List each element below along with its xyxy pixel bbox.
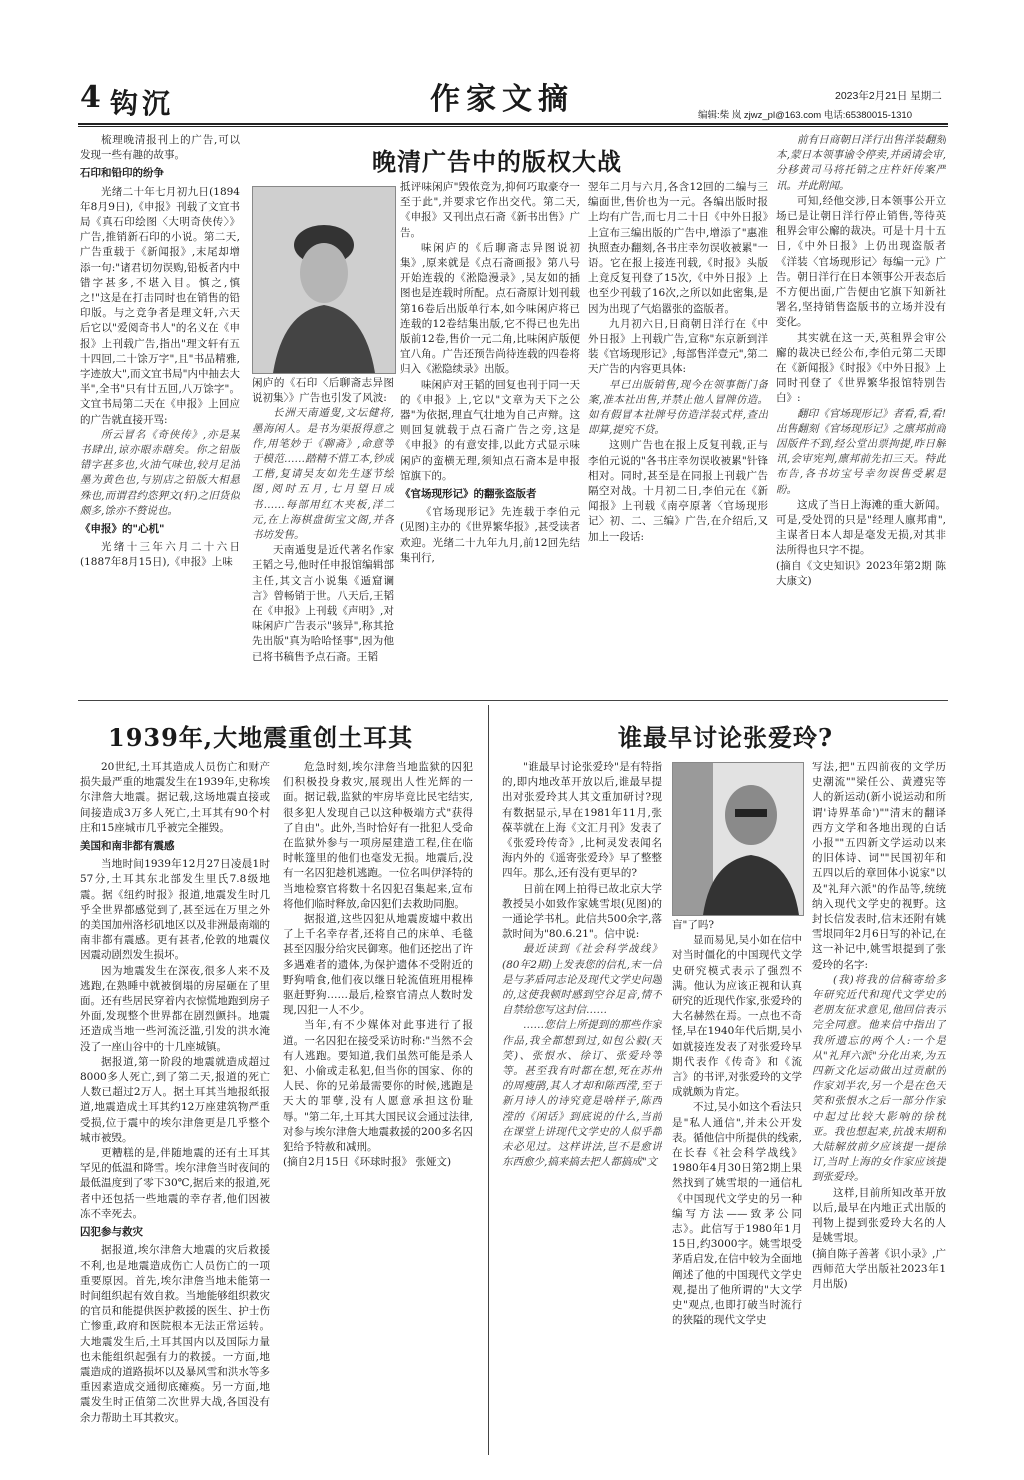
column-divider (488, 705, 489, 1455)
article1-paragraph: 味闲庐对王韬的回复也刊于同一天的《申报》上,它以"文章为天下之公器"为依据,理直气壮地为自己声辩。这则回复就载于点石斋广告之旁,这是《申报》的有意安排,以此方式显示味闲庐的蛮横无理,须知点石斋本是申报馆旗下的。 (400, 378, 580, 482)
article1-col1 (80, 133, 240, 693)
article1-paragraph: 九月初六日,日商朝日洋行在《中外日报》上刊载广告,宣称"东京新到洋装《官场现形记》,每部售洋壹元",第二天广告的内容更具体: (588, 317, 768, 376)
page-number: 4 (80, 80, 101, 115)
article1-paragraph: 其实就在这一天,英租界会审公廨的裁决已经公布,李伯元第二天即在《新闻报》《时报》《中外日报》上同时刊登了《世界繁华报馆特别告白》: (776, 331, 946, 405)
article2-paragraph: 更糟糕的是,伴随地震的还有土耳其罕见的低温和降雪。埃尔津詹当时夜间的最低温度到了零下30℃,据后来的报道,死者中还包括一些地震的幸存者,他们因被冻不幸死去。 (80, 1147, 270, 1220)
article1-paragraph: 光绪二十年七月初九日(1894年8月9日),《申报》刊载了文宜书局《真石印绘图〈大明奇侠传〉》广告,推销新石印的小说。第二天,广告重载于《新闻报》,末尾却增添一句:"诸君切勿误购,铅板者内中错字甚多,不堪入目。慎之,慎之!"这是在打击同时也在销售的铅印版。与之竞争者是理文轩,六天后它以"爱阅奇书人"的名义在《申报》上刊载广告,指出"理文轩有五十四回,二十馀万字",且"书品精雅,字迹放大",而文宜书局"内中抽去大半",全书"只有廿五回,八万馀字"。文宜书局第二天在《申报》上回应的广告就直接开骂: (80, 185, 240, 426)
article1-paragraph: 光绪十三年六月二十六日(1887年8月15日),《申报》上味 (80, 541, 240, 569)
article3-paragraph: 这样,目前所知改革开放以后,最早在内地正式出版的刊物上提到张爱玲大名的人是姚雪垠。 (812, 1186, 946, 1245)
article1-col3 (400, 180, 580, 694)
article2-paragraph: 当地时间1939年12月27日凌晨1时57分,土耳其东北部发生里氏7.8级地震。据《纽约时报》报道,地震发生时几乎全世界都感觉到了,甚至远在万里之外的美国加州洛杉矶地区以及非洲最南端的南非都有震感。更有甚者,伦敦的地震仪因震动剧烈发生损坏。 (80, 858, 270, 962)
article1-paragraph: 翌年二月与六月,各含12回的二编与三编面世,售价也为一元。各编出版时报上均有广告,而七月二十日《中外日报》上宣布三编出版的广告中,增添了"惠准执照查办翻刻,各书庄幸勿误收被累"一语。它在报上接连刊载,《时报》头版上竟反复刊登了15次,《中外日报》上也至少刊载了16次,之所以如此密集,是因为出现了气焰嚣张的盗版者。 (588, 181, 768, 315)
article1-paragraph: 抵评味闲庐"毁侬竞为,抑何巧取豪夺一至于此",并要求它作出交代。第二天,《申报》又刊出点石斋《新书出售》广告。 (400, 181, 580, 239)
article1-subhead-3: 《官场现形记》的翻张盗版者 (400, 488, 537, 501)
article2-paragraph: 20世纪,土耳其造成人员伤亡和财产损失最严重的地震发生在1939年,史称埃尔津詹大地震。据记载,这场地震直接或间接造成3万多人死亡,土耳其有90个村庄和15座城市几乎被完全摧毁。 (80, 761, 270, 834)
wang-tao-portrait (252, 186, 396, 374)
article3-paragraph: 盲"了吗? (672, 919, 714, 931)
article2-title: 1939年,大地震重创土耳其 (108, 723, 414, 752)
article3-col1 (502, 760, 662, 1450)
section-divider (78, 700, 948, 701)
article3-quote: (我)将我的信稿寄给多年研究近代和现代文学史的老朋友征求意见,他回信表示完全同意。他来信中指出了我所遗忘的两个人:一个是从"礼拜六派"分化出来,为五四新文化运动做出过贡献的作家刘半农,另一个是在色天笑和张恨水之后一部分作家中起过比较大影响的徐枕亚。我也想起来,抗战末期和大陆解放前夕应该提一提徐订,当时上海的女作家应该提到张爱玲。 (812, 973, 946, 1184)
article3-paragraph: 日前在网上拍得已故北京大学教授吴小如致作家姚雪垠(见图)的一通论学书札。此信共500余字,落款时间为"80.6.21"。信中说: (502, 882, 662, 941)
editor-line: 编辑:柴 岚 zjwz_pl@163.com 电话:65380015-1310 (698, 110, 912, 121)
article1-source: (摘自《文史知识》2023年第2期 陈大康文) (776, 559, 946, 587)
article3-paragraph: 显而易见,吴小如在信中对当时僵化的中国现代文学史研究模式表示了强烈不满。他认为应该正视和认真研究的近现代作家,张爱玲的大名赫然在焉。一点也不奇怪,早在1940年代后期,吴小如就接连发表了对张爱玲早期代表作《传奇》和《流言》的书评,对张爱玲的文学成就颇为肯定。 (672, 934, 802, 1099)
section-title: 钩沉 (110, 87, 175, 120)
article1-paragraph: 味闲庐的《后聊斋志异图说初集》,原来就是《点石斋画报》第八号开始连载的《淞隐漫录》,吴友如的插图也是连载时所配。点石斋原计划刊载第16卷后出版单行本,如今味闲庐将已连载的12卷结集出版,它不得已也先出版前12卷,售价一元二角,比味闲庐版便宜八角。广告还预告尚待连载的四卷将归入《淞隐续录》出版。 (400, 241, 580, 376)
article1-paragraph: 这则广告也在报上反复刊载,正与李伯元说的"各书庄幸勿误收被累"针锋相对。同时,甚至是在同报上刊载广告隔空对战。十月初二日,李伯元在《新闻报》上刊载《南亭原著〈官场现形记〉初、二、三编》广告,在介绍后,又加上一段话: (588, 439, 768, 543)
article1-quote: 所云冒名《奇侠传》,亦是某书肆出,谅亦眼赤瞎矣。你之铅版错字甚多也,火油气味也,较月足油墨为黄色也,与别店之铅版大相悬殊也,而谓君约恣狎文(轩)之旧货似颇多,馀亦不赘说也。 (80, 428, 240, 517)
article2-paragraph: 当年,有不少媒体对此事进行了报道。一名囚犯在接受采访时称:"当然不会有人逃跑。要知道,我们虽然可能是杀人犯、小偷或走私犯,但当你的国家、你的人民、你的兄弟最需要你的时候,逃跑是天大的罪孽,没有人愿意承担这份耻辱。"第二年,土耳其大国民议会通过法律,对参与埃尔津詹大地震救援的200多名囚犯给予特赦和减刑。 (283, 1019, 473, 1154)
yao-xueyin-portrait (672, 762, 804, 916)
article3-col3 (812, 760, 946, 1450)
article1-quote: 翻印《官场现形记》者看,看,看!出售翻刻《官场现形记》之廪邦前商因版件不到,经公堂出票拘提,昨日解讯,会审宪判,廪邦前先扣三天。特此布告,各书坊宝号幸勿误售受累是盼。 (776, 407, 946, 496)
article1-col4 (588, 180, 768, 694)
article1-lead: 梳理晚清报刊上的广告,可以发现一些有趣的故事。 (80, 134, 240, 162)
article2-col1 (80, 760, 270, 1450)
article1-paragraph: 《官场现形记》先连载于李伯元(见图)主办的《世界繁华报》,甚受读者欢迎。光绪二十九年九月,前12回先结集刊行, (400, 506, 580, 564)
article3-source: (摘自陈子善著《识小录》,广西师范大学出版社2023年1月出版) (812, 1247, 946, 1290)
portrait-icon (253, 187, 395, 373)
article1-quote: 长洲天南遁叟,文坛健将,墨海闲人。是书为渠报得意之作,用笔妙于《聊斋》,命意等于模范……踏精不惜工本,钞成工楷,复请吴友如先生逐节绘图,阅时五月,七月望日成书……每部用红木夹板,洋二元,在上海棋盘街宝文阁,并各书坊发售。 (252, 407, 394, 542)
article1-subhead-2: 《申报》的"心机" (80, 523, 165, 536)
article2-subhead-1: 美国和南非都有震感 (80, 840, 175, 853)
article2-subhead-2: 囚犯参与救灾 (80, 1226, 143, 1239)
article2-paragraph: 因为地震发生在深夜,很多人来不及逃跑,在熟睡中就被倒塌的房屋砸在了里面。还有些居民穿着内衣惊慌地跑到房子外面,发现整个世界都在剧烈颤抖。地震还造成当地一些河流泛滥,引发的洪水淹没了一座山谷中的十几座城镇。 (80, 964, 270, 1053)
article3-title: 谁最早讨论张爱玲? (618, 723, 834, 752)
article1-subhead-1: 石印和铅印的纷争 (80, 167, 164, 180)
article3-paragraph: "谁最早讨论张爱玲"是有特指的,即内地改革开放以后,谁最早提出对张爱玲其人其文重加研讨?现有数据显示,早在1981年11月,张葆莘就在上海《文汇月刊》发表了《张爱玲传奇》,比柯灵发表闻名海内外的《遥寄张爱玲》早了整整四年。那么,还有没有更早的? (502, 761, 662, 880)
article2-paragraph: 危急时刻,埃尔津詹当地监狱的囚犯们积极投身救灾,展现出人性光辉的一面。据记载,监狱的牢房毕竟比民宅结实,很多犯人发现自己以这种极端方式"获得了自由"。此外,当时恰好有一批犯人受命在监狱外参与一项房屋建造工程,住在临时帐篷里的他们也毫发无损。地震后,没有一名囚犯趁机逃跑。一位名叫伊泽特的当地检察官将数十名囚犯召集起来,宣布将他们临时释放,命囚犯们去救助同胞。 (283, 761, 473, 910)
article1-col2 (252, 376, 394, 694)
article1-caption: 闲庐的《石印〈后聊斋志异图说初集〉》广告也引发了风波: (252, 377, 394, 405)
header-rule (78, 123, 948, 125)
article2-paragraph: 据报道,埃尔津詹大地震的灾后救援不利,也是地震造成伤亡人员伤亡的一项重要原因。首先,埃尔津詹当地未能第一时间组织起有效自救。当地能够组织救灾的官员和能提供医护救援的医生、护士伤亡惨重,政府和医院根本无法正常运转。大地震发生后,土耳其国内以及国际力量也未能组织起强有力的救援。一方面,地震造成的道路损坏以及暴风雪和洪水等多重因素造成交通彻底瘫痪。另一方面,地震发生时正值第二次世界大战,各国没有余力帮助土耳其救灾。 (80, 1244, 270, 1424)
article1-paragraph: 这成了当日上海滩的重大新闻。可是,受处罚的只是"经理人廪邦甫",主谋者日本人却是毫发无损,对其非法所得也只字不提。 (776, 498, 946, 557)
article2-paragraph: 据报道,这些囚犯从地震废墟中救出了上千名幸存者,还将自己的床单、毛毯甚至囚服分给灾民御寒。他们还挖出了许多遇难者的遗体,为保护遗体不受附近的野狗啃食,他们夜以继日轮流值班用棍棒驱赶野狗……最后,检察官清点人数时发现,囚犯一人不少。 (283, 913, 473, 1017)
article2-source: (摘自2月15日《环球时报》 张娅文) (283, 1156, 452, 1169)
article1-col5 (776, 133, 946, 694)
issue-date: 2023年2月21日 星期二 (835, 90, 942, 102)
article1-paragraph: 可知,经他交涉,日本领事公开立场已是让朝日洋行停止销售,等待英租界会审公廨的裁决。可是十月十五日,《中外日报》上仍出现盗版者《洋装〈官场现形记〉每编一元》广告。朝日洋行在日本领事公开表态后不方便出面,广告便由它旗下知新社署名,坚持销售盗版书的立场并没有变化。 (776, 194, 946, 329)
article1-title: 晚清广告中的版权大战 (372, 147, 622, 176)
portrait-icon (673, 763, 803, 915)
article1-quote: 前有日商朝日洋行出售洋装翻刻本,蒙日本领事谕令停卖,并函请会审,分移黄司马将托销之庄杵奸传案严讯。并此附闻。 (776, 134, 946, 192)
header-rule-thin (78, 126, 948, 127)
article3-paragraph: 不过,吴小如这个看法只是"私人通信",并未公开发表。循他信中所提供的线索,在长春《社会科学战线》1980年4月30日第2期上果然找到了姚雪垠的一通信札《中国现代文学史的另一种编写方法——致茅公同志》。此信写于1980年1月15日,约3000字。姚雪垠受茅盾启发,在信中较为全面地阐述了他的中国现代文学史观,提出了他所谓的"大文学史"观点,也即打破当时流行的狭隘的现代文学史 (672, 1101, 802, 1327)
article1-paragraph: 天南遁叟是近代著名作家王韬之号,他时任申报馆编辑部主任,其文言小说集《遁窟谰言》曾畅销于世。八天后,王韬在《申报》上刊载《声明》,对味闲庐广告表示"骇异",称其抢先出版"真为哈哈怪事",因为他已将书稿售予点石斋。王韬 (252, 544, 394, 663)
article3-col2 (672, 918, 802, 1450)
article3-quote: ……您信上所提到的那些作家作品,我全都想到过,如包公毅(天笑)、张恨水、徐订、张爱玲等等。甚至我有时都在想,死在苏州的周瘦鹃,其人才却和陈西滢,至于新月诗人的诗究竟是啥样子,陈西滢的《闲话》到底说的什么,当前在课堂上讲现代文学史的人似乎都未必见过。这样讲法,岂不是愈讲东西愈少,搞来搞去把人都搞成"文 (502, 1019, 662, 1169)
article2-col2 (283, 760, 473, 1450)
article1-quote: 早已出版销售,现今在领事衙门备案,准本社出售,并禁止他人冒牌仿造。如有假冒本社牌号仿造洋装式样,查出即算,提究不贷。 (588, 378, 768, 437)
article2-paragraph: 据报道,第一阶段的地震就造成超过8000多人死亡,到了第二天,报道的死亡人数已超过2万人。据土耳其当地报纸报道,地震造成土耳其约12万座建筑物严重受损,位于震中的埃尔津詹更是几乎整个城市被毁。 (80, 1055, 270, 1144)
article3-paragraph: 写法,把"五四前夜的文学历史潮流""梁任公、黄遵宪等人的新运动(新小说运动和所谓'诗界革命')""清末的翻译西方文学和各地出现的白话小报""五四新文学运动以来的旧体诗、词""民国初年和五四以后的章回体小说家"以及"礼拜六派"的作品等,统统纳入现代文学史的视野。这封长信发表时,信末还附有姚雪垠同年2月6日写的补记,在这一补记中,姚雪垠提到了张爱玲的名字: (812, 761, 946, 971)
masthead-logo: 作家文摘 (430, 83, 574, 116)
article3-quote: 最近读到《社会科学战线》(80年2期)上发表您的信札,末一信是与茅盾同志论及现代文学史问题的,这使我顿时感到空谷足音,情不自禁给您写这封信…… (502, 943, 662, 1017)
